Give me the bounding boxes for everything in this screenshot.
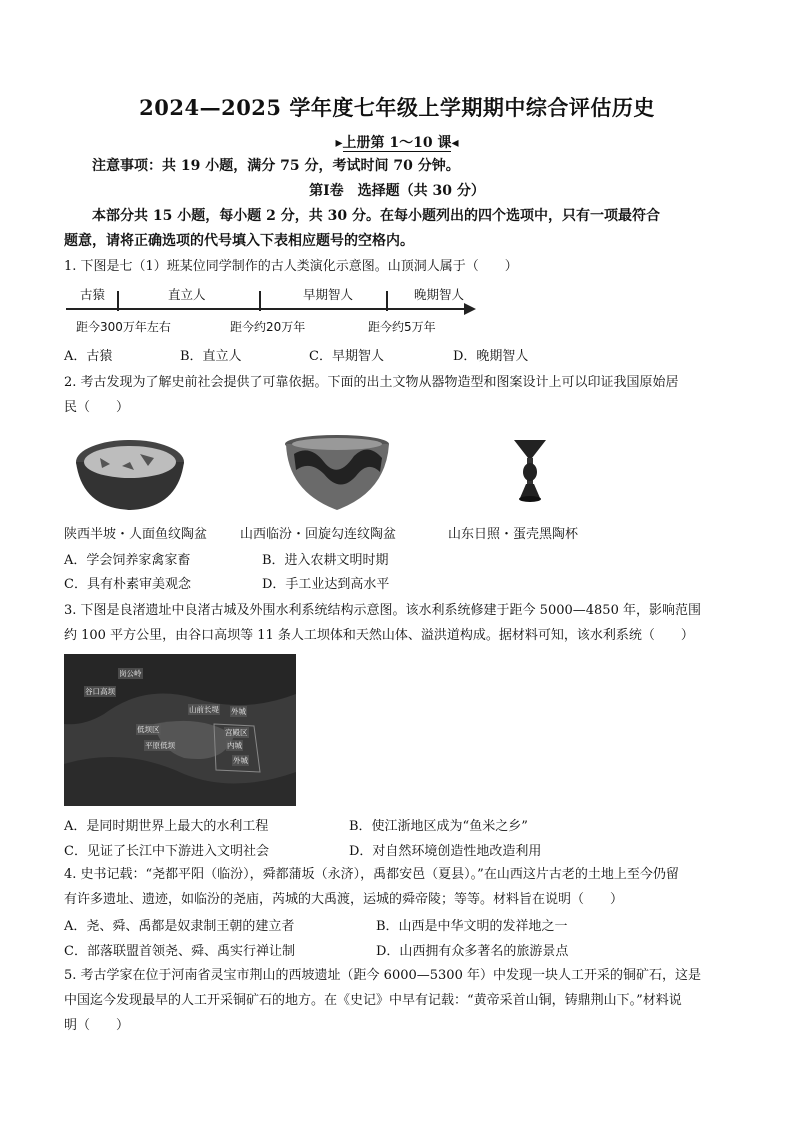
eggshell-black-cup-image bbox=[510, 436, 550, 508]
timeline-tick bbox=[117, 291, 119, 311]
q4-option-b[interactable]: B．山西是中华文明的发祥地之一 bbox=[376, 919, 568, 934]
map-label: 外城 bbox=[233, 756, 248, 765]
swirl-pattern-basin-image bbox=[280, 432, 395, 514]
q3-options-row-2 bbox=[64, 840, 744, 862]
q5-stem-line-1: 5. 考古学家在位于河南省灵宝市荆山的西坡遗址（距今 6000—5300 年）中发现一块人工开采的铜矿石，这是 bbox=[64, 968, 701, 983]
q2-option-d[interactable]: D．手工业达到高水平 bbox=[262, 577, 390, 592]
q3-options-row-1 bbox=[64, 815, 744, 837]
timeline-axis bbox=[66, 308, 466, 310]
q3-option-c[interactable]: C．见证了长江中下游进入文明社会 bbox=[64, 844, 269, 859]
q5-stem-line-3: 明（ ） bbox=[64, 1018, 130, 1033]
map-label: 外城 bbox=[231, 707, 246, 716]
q3-option-a[interactable]: A．是同时期世界上最大的水利工程 bbox=[64, 819, 269, 834]
map-label: 岗公岭 bbox=[119, 669, 142, 678]
notice: 注意事项：共 19 小题，满分 75 分，考试时间 70 分钟。 bbox=[92, 158, 460, 174]
map-label: 宫殿区 bbox=[225, 728, 248, 737]
caption-banpo: 陕西半坡・人面鱼纹陶盆 bbox=[64, 527, 208, 542]
part-title: 第Ⅰ卷 选择题（共 30 分） bbox=[309, 183, 485, 199]
q2-stem-line-2: 民（ ） bbox=[64, 400, 130, 415]
q5-stem-line-2: 中国迄今发现最早的人工开采铜矿石的地方。在《史记》中早有记载：“黄帝采首山铜，铸鼎荆山下。”材料说 bbox=[64, 993, 682, 1008]
map-label: 谷口高坝 bbox=[85, 687, 115, 696]
q2-stem-line-1: 2. 考古发现为了解史前社会提供了可靠依据。下面的出土文物从器物造型和图案设计上可以印证我国原始居 bbox=[64, 375, 679, 390]
q1-option-c[interactable]: C．早期智人 bbox=[309, 349, 384, 364]
q4-option-d[interactable]: D．山西拥有众多著名的旅游景点 bbox=[376, 944, 569, 959]
q2-options-row-1 bbox=[64, 549, 744, 571]
q2-option-b[interactable]: B．进入农耕文明时期 bbox=[262, 553, 389, 568]
q4-option-a[interactable]: A．尧、舜、禹都是奴隶制王朝的建立者 bbox=[64, 919, 295, 934]
fish-face-basin-image bbox=[70, 430, 190, 515]
date-label: 距今约20万年 bbox=[230, 320, 306, 334]
map-terrain bbox=[64, 654, 296, 806]
q1-option-d[interactable]: D．晚期智人 bbox=[453, 349, 529, 364]
caption-linfen: 山西临汾・回旋勾连纹陶盆 bbox=[240, 527, 397, 542]
q3-stem-line-2: 约 100 平方公里，由谷口高坝等 11 条人工坝体和天然山体、溢洪道构成。据材料可知，该水利系统（ ） bbox=[64, 628, 694, 643]
q2-options-row-2 bbox=[64, 573, 744, 595]
stage-label: 古猿 bbox=[80, 287, 106, 302]
date-label: 距今300万年左右 bbox=[76, 320, 171, 334]
q4-stem-line-2: 有许多遗址、遗迹，如临汾的尧庙，芮城的大禹渡，运城的舜帝陵；等等。材料旨在说明（ ） bbox=[64, 892, 624, 907]
instructions-line-1: 本部分共 15 小题，每小题 2 分，共 30 分。在每小题列出的四个选项中，只有一项最符合 bbox=[92, 208, 660, 224]
map-label: 平原低坝 bbox=[145, 741, 175, 750]
stage-label: 晚期智人 bbox=[414, 287, 465, 302]
q1-stem: 1. 下图是七（1）班某位同学制作的古人类演化示意图。山顶洞人属于（ ） bbox=[64, 259, 518, 274]
scope-text: 上册第 1～10 课 bbox=[342, 135, 452, 151]
evolution-timeline bbox=[66, 281, 476, 341]
q4-stem-line-1: 4. 史书记载：“尧都平阳（临汾），舜都蒲坂（永济），禹都安邑（夏县）。”在山西这片古老的土地上至今仍留 bbox=[64, 867, 679, 882]
date-label: 距今约5万年 bbox=[368, 320, 436, 334]
liangzhu-map-image bbox=[64, 654, 296, 806]
q1-option-a[interactable]: A．古猿 bbox=[64, 349, 113, 364]
q4-options-row-2 bbox=[64, 940, 744, 962]
q2-option-a[interactable]: A．学会饲养家禽家畜 bbox=[64, 553, 191, 568]
map-label: 内城 bbox=[227, 741, 242, 750]
caption-rizhao: 山东日照・蛋壳黑陶杯 bbox=[448, 527, 579, 542]
timeline-tick bbox=[259, 291, 261, 311]
instructions-line-2: 题意，请将正确选项的代号填入下表相应题号的空格内。 bbox=[64, 233, 414, 249]
q4-option-c[interactable]: C．部落联盟首领尧、舜、禹实行禅让制 bbox=[64, 944, 295, 959]
exam-title: 2024—2025 学年度七年级上学期期中综合评估历史 bbox=[139, 95, 655, 120]
q3-option-b[interactable]: B．使江浙地区成为“鱼米之乡” bbox=[349, 819, 528, 834]
stage-label: 早期智人 bbox=[303, 287, 354, 302]
q3-stem-line-1: 3. 下图是良渚遗址中良渚古城及外围水利系统结构示意图。该水利系统修建于距今 5000—4850 年，影响范围 bbox=[64, 603, 701, 618]
timeline-tick bbox=[386, 291, 388, 311]
timeline-arrow bbox=[464, 303, 476, 315]
q2-option-c[interactable]: C．具有朴素审美观念 bbox=[64, 577, 191, 592]
q4-options-row-1 bbox=[64, 915, 744, 937]
q3-option-d[interactable]: D．对自然环境创造性地改造利用 bbox=[349, 844, 542, 859]
q1-option-b[interactable]: B．直立人 bbox=[180, 349, 242, 364]
map-label: 山前长堤 bbox=[189, 705, 219, 714]
q1-options bbox=[64, 345, 744, 367]
exam-scope: ▸上册第 1～10 课◂ bbox=[335, 135, 459, 151]
stage-label: 直立人 bbox=[168, 287, 206, 302]
map-label: 低坝区 bbox=[137, 725, 160, 734]
